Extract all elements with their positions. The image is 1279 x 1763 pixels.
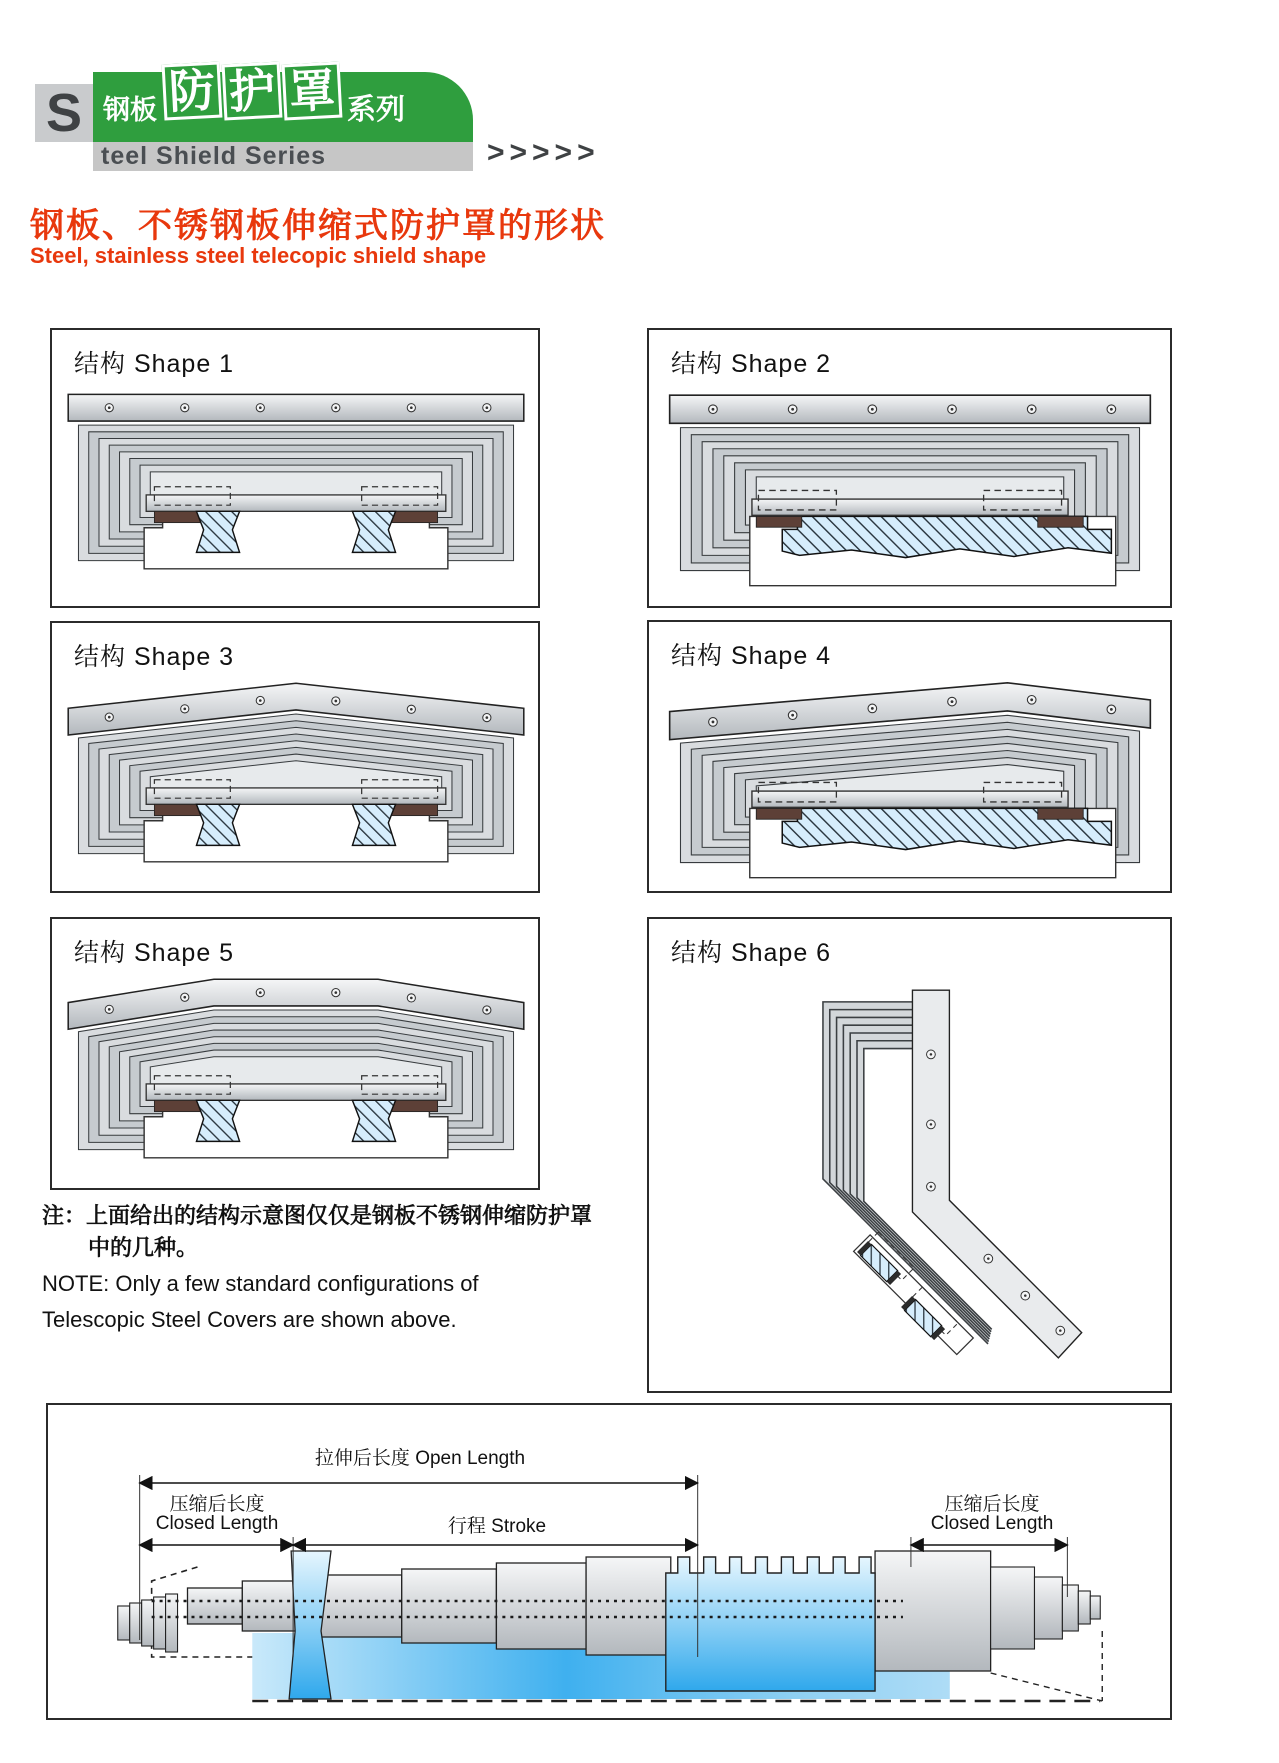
closed-length-right-cn: 压缩后长度 [944, 1494, 1040, 1515]
closed-length-left-en: Closed Length [155, 1513, 279, 1534]
shape-1-panel [50, 328, 540, 608]
note-cn-line1: 注：上面给出的结构示意图仅仅是钢板不锈钢伸缩防护罩 [42, 1203, 593, 1228]
note-en-line2: Telescopic Steel Covers are shown above. [42, 1306, 457, 1332]
logo-char: 防 [162, 62, 223, 121]
logo-english-bar: teel Shield Series [93, 142, 473, 171]
shape-2-diagram [661, 380, 1159, 602]
shape-3-label: 结构 Shape 3 [74, 643, 235, 671]
shape-4-diagram [661, 672, 1159, 894]
logo-char: 护 [222, 62, 283, 121]
shape-1-label: 结构 Shape 1 [74, 350, 235, 378]
logo-cn-suffix: 系列 [347, 93, 406, 126]
closed-length-right-en: Closed Length [930, 1513, 1054, 1534]
page-title: 钢板、不锈钢板伸缩式防护罩的形状 [30, 207, 606, 245]
shape-2-panel [647, 328, 1172, 608]
note-block [42, 1200, 602, 1336]
logo-char: 罩 [282, 62, 343, 121]
shape-5-panel [50, 917, 540, 1190]
open-length-label: 拉伸后长度 Open Length [314, 1448, 526, 1469]
shape-2-label: 结构 Shape 2 [671, 350, 832, 378]
closed-length-left-cn: 压缩后长度 [169, 1494, 265, 1515]
shape-4-label: 结构 Shape 4 [671, 642, 832, 670]
logo-banner [93, 63, 473, 142]
shape-6-panel [647, 917, 1172, 1393]
shape-3-panel [50, 621, 540, 893]
shape-4-panel [647, 620, 1172, 893]
logo-cn-prefix: 钢板 [103, 94, 157, 125]
note-cn-line2: 中的几种。 [88, 1234, 199, 1260]
dimension-panel [46, 1403, 1172, 1720]
logo-cn-main [163, 63, 343, 119]
page-subtitle: Steel, stainless steel telecopic shield shape [30, 243, 487, 268]
logo-s-letter: S [35, 84, 93, 142]
chevrons-icon: >>>>> [487, 136, 600, 169]
shape-5-diagram [60, 969, 532, 1191]
shape-6-diagram [659, 961, 1162, 1389]
telescopic-cover-dimension-diagram [48, 1405, 1170, 1718]
note-en-line1: NOTE: Only a few standard configurations of [42, 1270, 479, 1296]
shape-6-label: 结构 Shape 6 [671, 939, 832, 967]
stroke-label: 行程 Stroke [447, 1516, 547, 1537]
shape-3-diagram [60, 673, 532, 895]
shape-1-diagram [60, 380, 532, 602]
shape-5-label: 结构 Shape 5 [74, 939, 235, 967]
